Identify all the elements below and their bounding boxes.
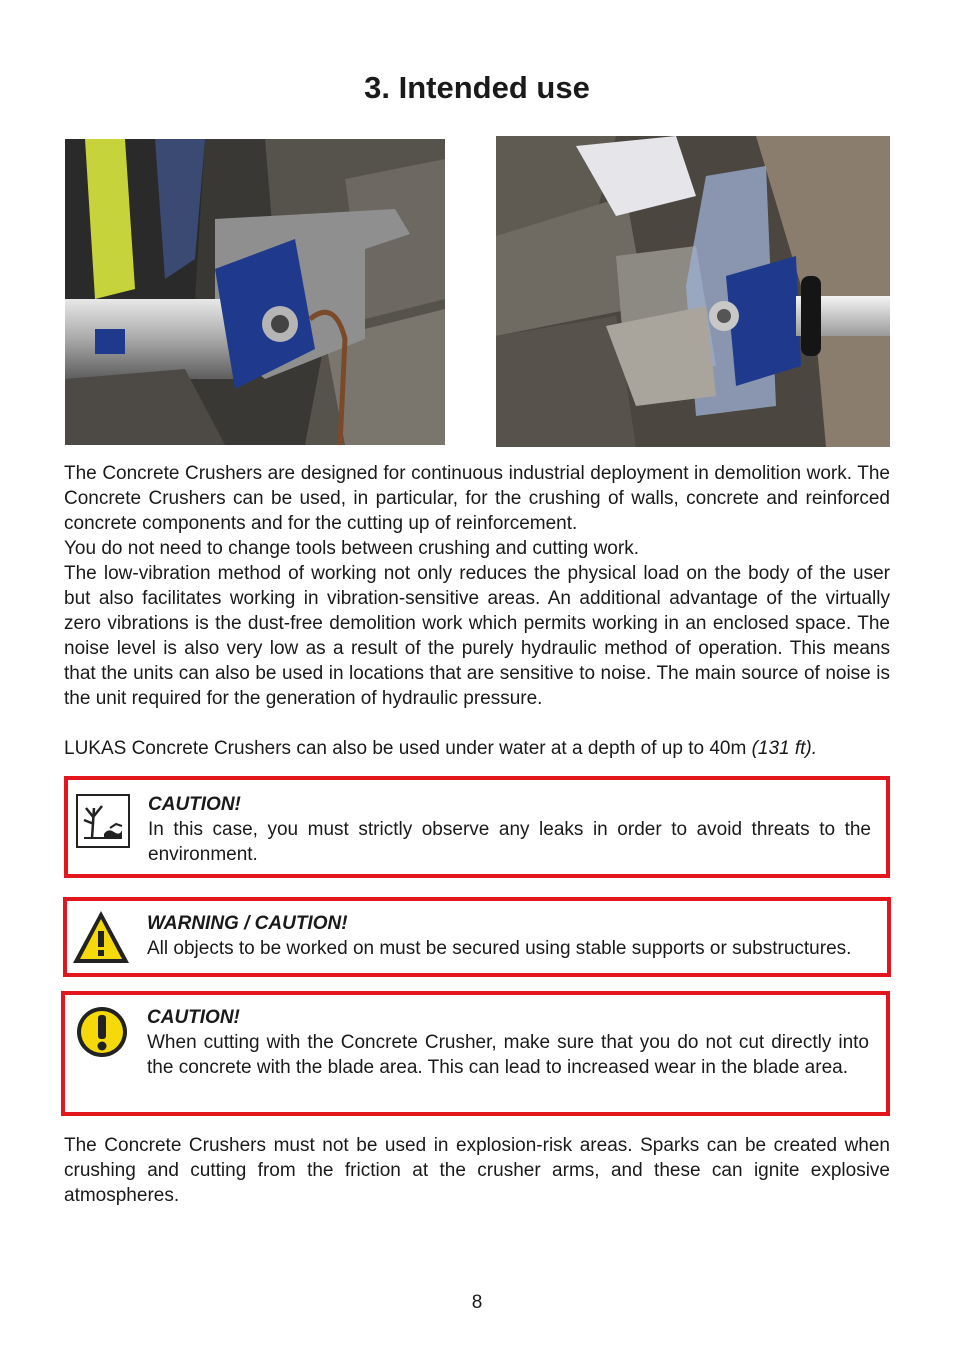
notice-text: In this case, you must strictly observe any leaks in order to avoid threats to the environment. [148, 819, 871, 865]
page-number: 8 [471, 1292, 483, 1313]
notice-heading: CAUTION! [147, 1007, 240, 1028]
crusher-photo-right [496, 136, 890, 447]
intro-paragraph: You do not need to change tools between crushing and cutting work. [64, 538, 639, 559]
crusher-photo-left [65, 139, 445, 445]
notice-heading: CAUTION! [148, 794, 241, 815]
explosion-risk-paragraph: The Concrete Crushers must not be used in explosion-risk areas. Sparks can be created when crushing and cutting from the friction at the crusher arms, and these can ignite explosive atmospheres. [64, 1135, 890, 1206]
intro-paragraphs [64, 461, 890, 711]
underwater-text: LUKAS Concrete Crushers can also be used under water at a depth of up to 40m [64, 738, 752, 759]
intro-paragraph: The low-vibration method of working not only reduces the physical load on the body of the user but also facilitates working in vibration-sensitive areas. An additional advantage of the virtually zero vibrations is the dust-free demolition work which permits working in an enclosed space. The noise level is also very low as a result of the purely hydraulic method of operation. This means that the units can also be used in locations that are sensitive to noise. The main source of noise is the unit required for the generation of hydraulic pressure. [64, 563, 890, 709]
notice-text: All objects to be worked on must be secured using stable supports or substructures. [147, 938, 852, 959]
underwater-depth-ft: (131 ft). [751, 738, 818, 759]
warning-notice-supports [63, 897, 891, 977]
exclamation-circle-icon [75, 1005, 129, 1059]
warning-triangle-icon [71, 909, 131, 965]
environment-hazard-icon [76, 794, 130, 848]
caution-notice-blade [61, 991, 890, 1116]
notice-text: When cutting with the Concrete Crusher, make sure that you do not cut directly into the concrete with the blade area. This can lead to increased wear in the blade area. [147, 1032, 869, 1078]
intro-paragraph: The Concrete Crushers are designed for continuous industrial deployment in demolition work. The Concrete Crushers can be used, in particular, for the crushing of walls, concrete and reinforced concrete components and for the cutting up of reinforcement. [64, 463, 890, 534]
underwater-paragraph [64, 736, 890, 761]
page-title: 3. Intended use [364, 70, 590, 105]
caution-notice-environment [64, 776, 890, 878]
notice-heading: WARNING / CAUTION! [147, 913, 348, 934]
